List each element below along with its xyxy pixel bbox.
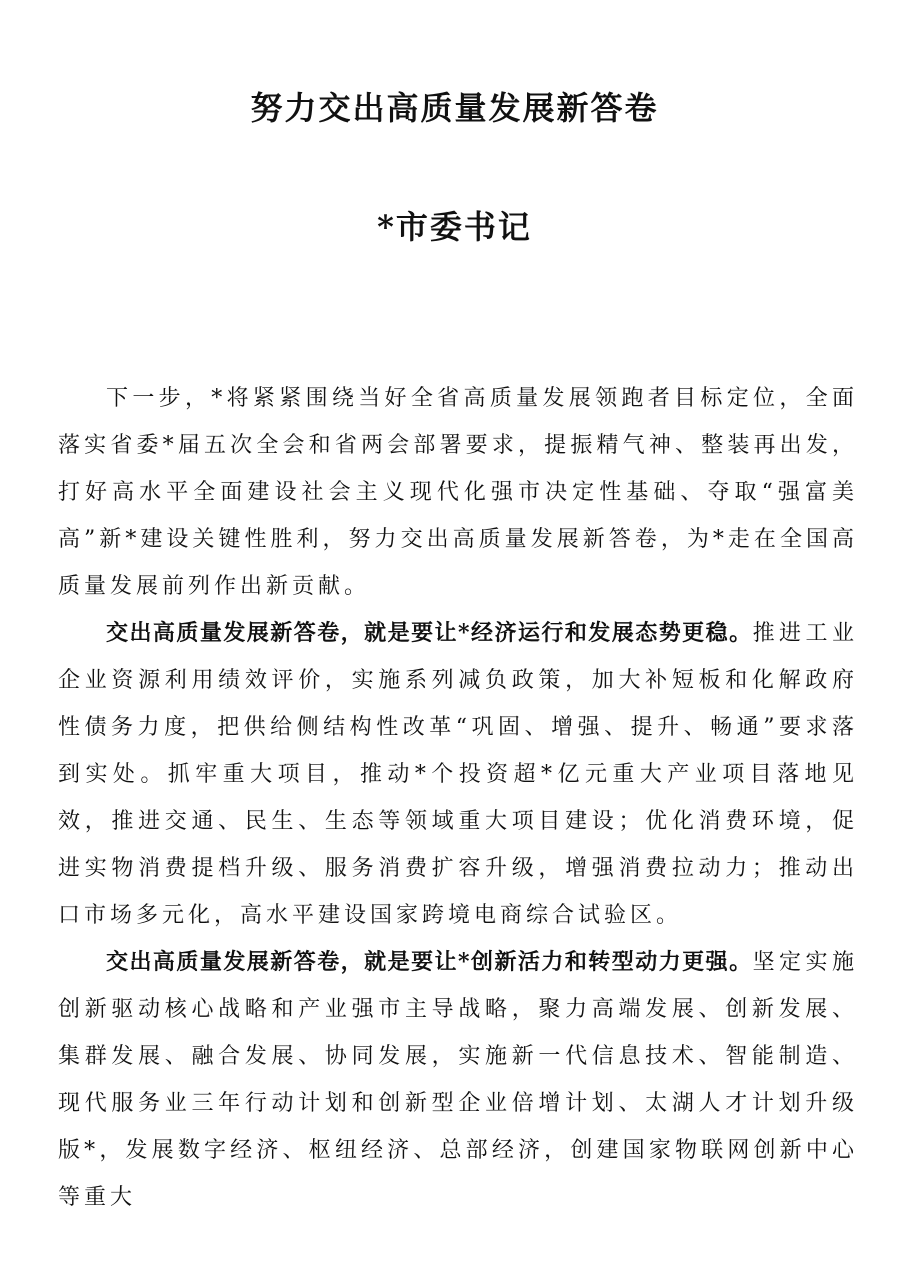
document-body — [58, 375, 858, 1221]
paragraph — [58, 610, 858, 939]
paragraph — [58, 375, 858, 610]
paragraph — [58, 939, 858, 1221]
paragraph-lead: 交出高质量发展新答卷，就是要让*创新活力和转型动力更强。 — [106, 949, 753, 975]
paragraph-text: 推进工业企业资源利用绩效评价，实施系列减负政策，加大补短板和化解政府性债务力度，把供给侧结构性改革“巩固、增强、提升、畅通”要求落到实处。抓牢重大项目，推动*个投资超*亿元重大产业项目落地见效，推进交通、民生、生态等领域重大项目建设；优化消费环境，促进实物消费提档升级、服务消费扩容升级，增强消费拉动力；推动出口市场多元化，高水平建设国家跨境电商综合试验区。 — [58, 621, 858, 928]
paragraph-lead: 交出高质量发展新答卷，就是要让*经济运行和发展态势更稳。 — [106, 620, 753, 646]
paragraph-text: 下一步，*将紧紧围绕当好全省高质量发展领跑者目标定位，全面落实省委*届五次全会和省两会部署要求，提振精气神、整装再出发，打好高水平全面建设社会主义现代化强市决定性基础、夺取“强富美高”新*建设关键性胜利，努力交出高质量发展新答卷，为*走在全国高质量发展前列作出新贡献。 — [58, 386, 858, 599]
paragraph-text: 坚定实施创新驱动核心战略和产业强市主导战略，聚力高端发展、创新发展、集群发展、融合发展、协同发展，实施新一代信息技术、智能制造、现代服务业三年行动计划和创新型企业倍增计划、太湖人才计划升级版*，发展数字经济、枢纽经济、总部经济，创建国家物联网创新中心等重大 — [58, 950, 858, 1210]
document-author: *市委书记 — [377, 208, 532, 246]
document-title: 努力交出高质量发展新答卷 — [250, 89, 659, 127]
